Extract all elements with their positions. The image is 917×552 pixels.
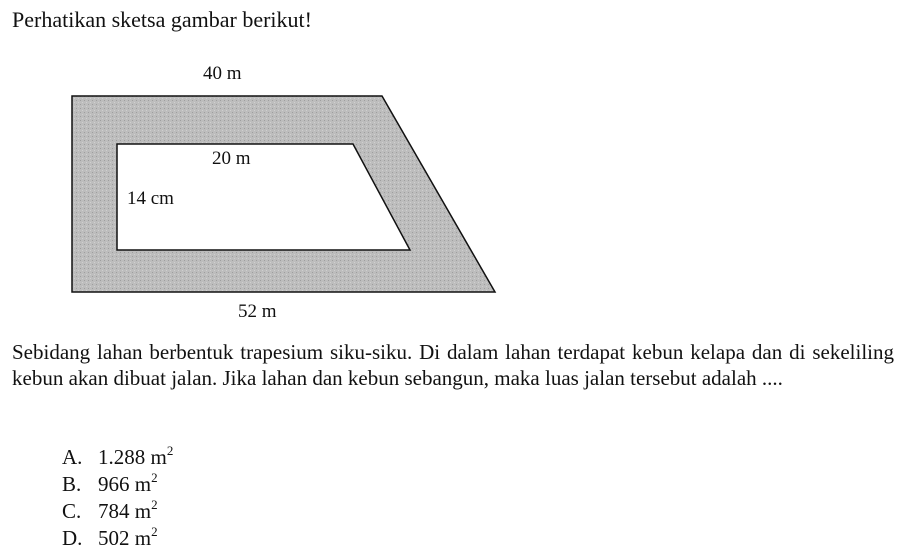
outer-bottom-length-label: 52 m [238,301,277,322]
inner-top-length-label: 20 m [212,148,251,169]
option-value: 502 [98,526,130,550]
option-letter: B. [62,472,82,496]
trapezoid-figure [60,60,510,340]
unit-power: 2 [151,470,158,485]
outer-top-length-label: 40 m [203,63,242,84]
intro-text: Perhatikan sketsa gambar berikut! [12,7,312,32]
option-value: 1.288 [98,445,146,469]
option-d[interactable] [62,518,173,550]
inner-side-length-label: 14 cm [127,188,174,209]
unit-power: 2 [151,497,158,512]
unit-text: m [150,445,167,469]
question-text: Sebidang lahan berbentuk trapesium siku-siku. Di dalam lahan terdapat kebun kelapa dan di sekeliling kebun akan dibuat jalan. Jika lahan dan kebun sebangun, maka luas jalan tersebut adalah .... [12,340,894,390]
unit-power: 2 [166,443,174,458]
unit-text: m [134,526,152,550]
option-letter: D. [62,526,83,550]
option-b[interactable] [62,464,173,496]
option-value: 784 [98,499,130,523]
unit-text: m [134,499,152,523]
option-letter: C. [62,499,82,523]
option-value: 966 [98,472,130,496]
option-a[interactable] [62,437,174,469]
unit-text: m [134,472,152,496]
answer-options [62,437,174,550]
option-unit [135,526,158,550]
unit-power: 2 [151,524,158,539]
option-letter: A. [62,445,83,469]
option-c[interactable] [62,491,173,523]
